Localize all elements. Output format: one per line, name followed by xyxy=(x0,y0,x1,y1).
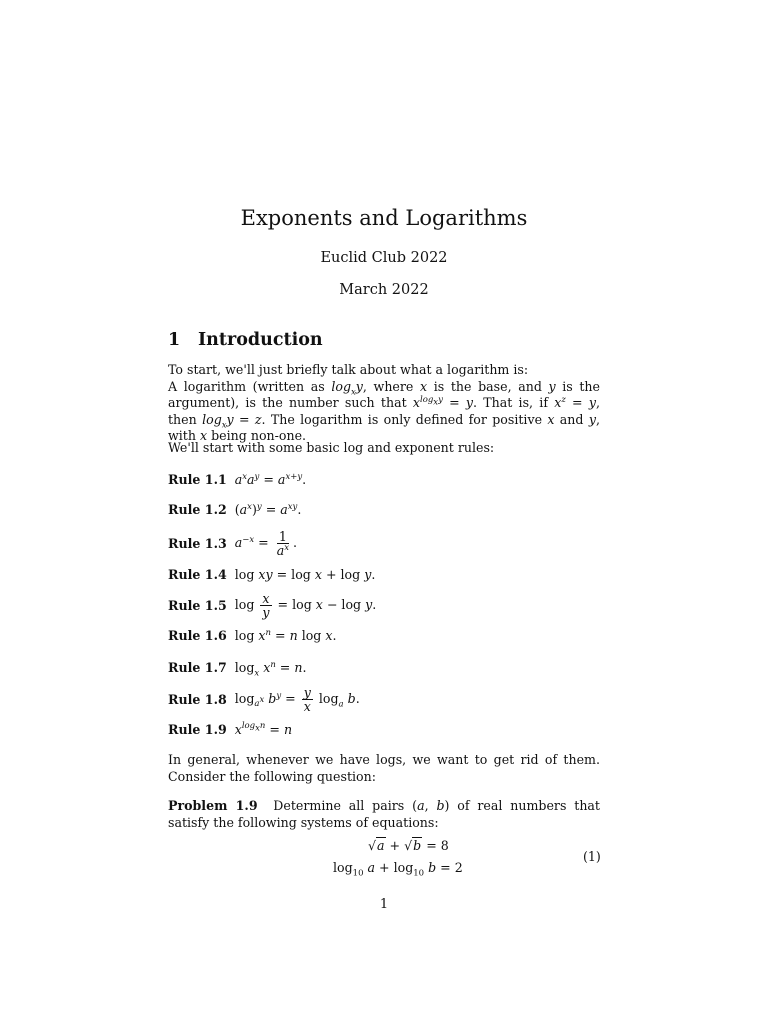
rule-1-4 xyxy=(168,559,375,589)
rule-label: Rule 1.9 xyxy=(168,721,227,737)
rule-label: Rule 1.1 xyxy=(168,471,227,487)
rule-formula: $a^{-x}$ = $\frac{1}{a^x}$ . xyxy=(234,528,298,558)
rule-1-8 xyxy=(168,684,360,714)
rule-formula: $a^xa^y = a^{x+y}$. xyxy=(234,471,307,487)
rule-label: Rule 1.8 xyxy=(168,691,227,707)
rule-1-2 xyxy=(168,494,301,524)
rule-1-1 xyxy=(168,464,306,494)
rule-formula: log xy = log x + log y. xyxy=(234,566,376,582)
document-title: Exponents and Logarithms xyxy=(240,206,528,230)
rule-1-3 xyxy=(168,528,297,558)
rule-formula: $\log x^n = n$ log x. xyxy=(234,627,337,643)
general-paragraph: In general, whenever we have logs, we want to get rid of them. Consider the following question: xyxy=(168,752,600,784)
rule-label: Rule 1.7 xyxy=(168,659,227,675)
rule-formula: $\log_{a^x} b^y$ = $\frac{y}{x}$ $\log_a b$. xyxy=(234,684,360,714)
equation-number: (1) xyxy=(583,849,601,864)
equation-1a: √a + √b = 8 xyxy=(368,838,449,853)
rule-formula: $\log_x x^n = n$. xyxy=(234,659,307,679)
intro-paragraph xyxy=(168,362,600,445)
document-author: Euclid Club 2022 xyxy=(320,250,448,266)
rule-label: Rule 1.5 xyxy=(168,597,227,613)
section-title: Introduction xyxy=(198,330,323,350)
intro-line-1: To start, we'll just briefly talk about what a logarithm is: xyxy=(168,362,529,377)
rule-label: Rule 1.6 xyxy=(168,627,227,643)
rule-label: Rule 1.2 xyxy=(168,501,227,517)
equation-1b: $\log_{10} a + \log_{10} b = 2$ xyxy=(333,860,463,879)
rules-intro: We'll start with some basic log and exponent rules: xyxy=(168,440,495,455)
rule-1-9 xyxy=(168,714,292,744)
rule-formula: $(a^x)^y = a^{xy}$. xyxy=(234,501,302,517)
rule-label: Rule 1.3 xyxy=(168,535,227,551)
rule-1-7 xyxy=(168,652,307,682)
page-number: 1 xyxy=(379,897,389,912)
rule-label: Rule 1.4 xyxy=(168,566,227,582)
section-heading xyxy=(168,330,323,350)
rule-formula: $x^{log_xn} = n$ xyxy=(234,721,293,737)
rule-1-6 xyxy=(168,620,337,650)
rule-formula: log $\frac{x}{y}$ = log x − log y. xyxy=(234,590,377,620)
section-number: 1 xyxy=(168,330,181,350)
rule-1-5 xyxy=(168,590,376,620)
document-date: March 2022 xyxy=(339,282,429,298)
problem-statement: Problem 1.9 Determine all pairs (a, b) of real numbers that satisfy the following systems of equations: xyxy=(168,798,600,830)
problem-label: Problem 1.9 xyxy=(168,798,258,813)
intro-definition: A logarithm (written as $\log_xy$, where x is the base, and y is the argument), is the number such that $x^{log_xy} = y$. That is, if $x^z = y$, then $\log_xy = z$. The logarithm is only defined for positive x and y, with x being non-one. xyxy=(168,378,600,444)
